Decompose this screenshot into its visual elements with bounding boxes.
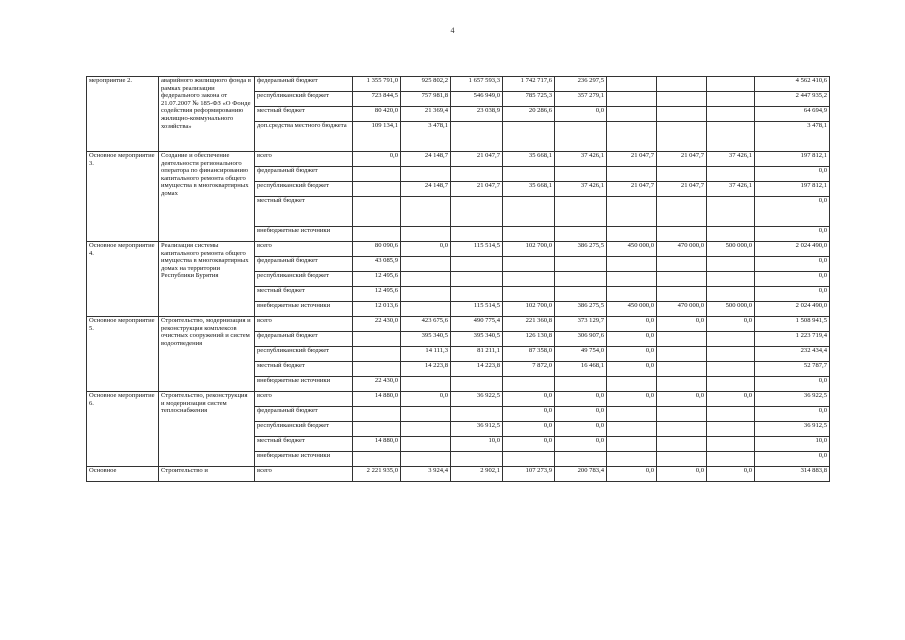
total-cell: 0,0 — [755, 272, 830, 287]
year-value-cell: 0,0 — [555, 437, 607, 452]
year-value-cell: 14 223,8 — [401, 362, 451, 377]
total-cell: 314 883,8 — [755, 467, 830, 482]
funding-source: доп.средства местного бюджета — [255, 122, 353, 152]
year-value-cell — [555, 287, 607, 302]
year-value-cell — [503, 452, 555, 467]
year-value-cell: 0,0 — [657, 392, 707, 407]
year-value-cell: 0,0 — [555, 407, 607, 422]
year-value-cell — [657, 437, 707, 452]
table-row — [87, 152, 830, 167]
year-value-cell: 925 802,2 — [401, 77, 451, 92]
year-value-cell: 115 514,5 — [451, 242, 503, 257]
year-value-cell: 35 668,1 — [503, 152, 555, 167]
funding-source: всего — [255, 242, 353, 257]
year-value-cell — [657, 197, 707, 227]
year-value-cell: 36 912,5 — [451, 422, 503, 437]
year-value-cell — [401, 437, 451, 452]
year-value-cell — [657, 227, 707, 242]
year-value-cell — [707, 407, 755, 422]
year-value-cell: 450 000,0 — [607, 302, 657, 317]
funding-source: внебюджетные источники — [255, 452, 353, 467]
year-value-cell — [657, 257, 707, 272]
year-value-cell: 43 085,9 — [353, 257, 401, 272]
year-value-cell — [353, 452, 401, 467]
year-value-cell — [707, 287, 755, 302]
funding-source: федеральный бюджет — [255, 167, 353, 182]
year-value-cell — [707, 377, 755, 392]
year-value-cell: 0,0 — [353, 152, 401, 167]
year-value-cell — [707, 362, 755, 377]
year-value-cell — [607, 422, 657, 437]
year-value-cell: 1 355 791,0 — [353, 77, 401, 92]
year-value-cell: 357 279,1 — [555, 92, 607, 107]
year-value-cell: 500 000,0 — [707, 242, 755, 257]
year-value-cell: 21 047,7 — [607, 182, 657, 197]
year-value-cell — [503, 272, 555, 287]
year-value-cell — [353, 182, 401, 197]
year-value-cell — [607, 77, 657, 92]
year-value-cell — [707, 227, 755, 242]
year-value-cell — [353, 407, 401, 422]
funding-source: внебюджетные источники — [255, 227, 353, 242]
year-value-cell — [707, 332, 755, 347]
total-cell: 197 812,1 — [755, 152, 830, 167]
year-value-cell — [657, 272, 707, 287]
year-value-cell — [451, 122, 503, 152]
year-value-cell: 757 981,8 — [401, 92, 451, 107]
funding-source: федеральный бюджет — [255, 77, 353, 92]
year-value-cell — [657, 407, 707, 422]
year-value-cell: 450 000,0 — [607, 242, 657, 257]
year-value-cell — [451, 377, 503, 392]
measure-description: Создание и обеспечение деятельности регионального оператора по финансированию капитального ремонта общего имущества в многоквартирных домах — [159, 152, 255, 242]
year-value-cell: 386 275,5 — [555, 302, 607, 317]
year-value-cell: 0,0 — [707, 317, 755, 332]
year-value-cell — [657, 362, 707, 377]
year-value-cell: 200 783,4 — [555, 467, 607, 482]
year-value-cell: 16 468,1 — [555, 362, 607, 377]
year-value-cell — [451, 452, 503, 467]
year-value-cell: 0,0 — [503, 392, 555, 407]
year-value-cell — [707, 347, 755, 362]
year-value-cell — [555, 167, 607, 182]
year-value-cell — [707, 272, 755, 287]
measure-name: Основное мероприятие 4. — [87, 242, 159, 317]
year-value-cell: 23 038,9 — [451, 107, 503, 122]
year-value-cell: 470 000,0 — [657, 302, 707, 317]
year-value-cell: 236 297,5 — [555, 77, 607, 92]
year-value-cell — [707, 257, 755, 272]
funding-source: внебюджетные источники — [255, 302, 353, 317]
year-value-cell: 0,0 — [555, 422, 607, 437]
year-value-cell: 500 000,0 — [707, 302, 755, 317]
year-value-cell: 395 340,5 — [451, 332, 503, 347]
year-value-cell — [451, 407, 503, 422]
year-value-cell: 0,0 — [555, 107, 607, 122]
measure-description: Строительство и — [159, 467, 255, 482]
year-value-cell — [451, 197, 503, 227]
year-value-cell: 3 924,4 — [401, 467, 451, 482]
year-value-cell: 1 742 717,6 — [503, 77, 555, 92]
year-value-cell: 0,0 — [401, 242, 451, 257]
year-value-cell — [607, 257, 657, 272]
year-value-cell: 87 358,0 — [503, 347, 555, 362]
year-value-cell — [401, 302, 451, 317]
total-cell: 4 562 410,6 — [755, 77, 830, 92]
year-value-cell: 0,0 — [607, 392, 657, 407]
year-value-cell: 0,0 — [401, 392, 451, 407]
year-value-cell — [657, 77, 707, 92]
funding-source: всего — [255, 152, 353, 167]
year-value-cell: 14 223,8 — [451, 362, 503, 377]
measure-description: Строительство, модернизация и реконструкция комплексов очистных сооружений и систем водоотведения — [159, 317, 255, 392]
year-value-cell — [353, 332, 401, 347]
funding-source: местный бюджет — [255, 437, 353, 452]
year-value-cell: 102 700,0 — [503, 302, 555, 317]
year-value-cell — [607, 272, 657, 287]
funding-source: внебюджетные источники — [255, 377, 353, 392]
year-value-cell: 37 426,1 — [555, 152, 607, 167]
total-cell: 2 447 935,2 — [755, 92, 830, 107]
year-value-cell: 0,0 — [503, 422, 555, 437]
year-value-cell — [401, 167, 451, 182]
year-value-cell — [353, 362, 401, 377]
funding-source: республиканский бюджет — [255, 272, 353, 287]
funding-source: всего — [255, 317, 353, 332]
funding-source: местный бюджет — [255, 287, 353, 302]
year-value-cell: 546 949,0 — [451, 92, 503, 107]
year-value-cell — [353, 197, 401, 227]
total-cell: 0,0 — [755, 197, 830, 227]
year-value-cell: 21 369,4 — [401, 107, 451, 122]
year-value-cell — [451, 167, 503, 182]
total-cell: 2 024 490,0 — [755, 302, 830, 317]
year-value-cell — [451, 272, 503, 287]
year-value-cell — [657, 452, 707, 467]
year-value-cell — [555, 452, 607, 467]
year-value-cell — [607, 122, 657, 152]
total-cell: 64 694,9 — [755, 107, 830, 122]
year-value-cell: 0,0 — [503, 437, 555, 452]
funding-source: федеральный бюджет — [255, 257, 353, 272]
total-cell: 10,0 — [755, 437, 830, 452]
year-value-cell: 22 430,0 — [353, 317, 401, 332]
year-value-cell — [401, 272, 451, 287]
year-value-cell — [657, 377, 707, 392]
year-value-cell: 0,0 — [707, 392, 755, 407]
year-value-cell — [353, 227, 401, 242]
year-value-cell: 0,0 — [657, 317, 707, 332]
year-value-cell — [707, 452, 755, 467]
measure-name: мероприятие 2. — [87, 77, 159, 152]
year-value-cell: 386 275,5 — [555, 242, 607, 257]
year-value-cell — [503, 377, 555, 392]
year-value-cell — [401, 287, 451, 302]
year-value-cell: 423 675,6 — [401, 317, 451, 332]
year-value-cell — [451, 257, 503, 272]
year-value-cell: 3 478,1 — [401, 122, 451, 152]
year-value-cell — [503, 287, 555, 302]
year-value-cell — [401, 257, 451, 272]
year-value-cell — [555, 257, 607, 272]
year-value-cell: 14 111,3 — [401, 347, 451, 362]
year-value-cell — [353, 167, 401, 182]
year-value-cell: 80 420,0 — [353, 107, 401, 122]
year-value-cell — [657, 347, 707, 362]
year-value-cell: 21 047,7 — [657, 152, 707, 167]
year-value-cell: 1 657 593,3 — [451, 77, 503, 92]
total-cell: 0,0 — [755, 257, 830, 272]
year-value-cell — [607, 107, 657, 122]
total-cell: 52 787,7 — [755, 362, 830, 377]
year-value-cell — [555, 227, 607, 242]
year-value-cell — [607, 407, 657, 422]
total-cell: 2 024 490,0 — [755, 242, 830, 257]
year-value-cell — [707, 437, 755, 452]
year-value-cell — [657, 332, 707, 347]
year-value-cell — [503, 227, 555, 242]
year-value-cell — [657, 422, 707, 437]
year-value-cell — [707, 122, 755, 152]
year-value-cell: 10,0 — [451, 437, 503, 452]
year-value-cell: 0,0 — [607, 467, 657, 482]
funding-source: местный бюджет — [255, 362, 353, 377]
year-value-cell — [607, 92, 657, 107]
year-value-cell: 0,0 — [607, 362, 657, 377]
year-value-cell: 24 148,7 — [401, 152, 451, 167]
year-value-cell — [707, 107, 755, 122]
total-cell: 0,0 — [755, 407, 830, 422]
year-value-cell: 115 514,5 — [451, 302, 503, 317]
year-value-cell: 306 907,6 — [555, 332, 607, 347]
measure-name: Основное — [87, 467, 159, 482]
year-value-cell — [707, 167, 755, 182]
year-value-cell: 2 221 935,0 — [353, 467, 401, 482]
measure-description: Реализация системы капитального ремонта общего имущества в многоквартирных домах на территории Республики Бурятия — [159, 242, 255, 317]
year-value-cell: 785 725,3 — [503, 92, 555, 107]
year-value-cell: 2 902,1 — [451, 467, 503, 482]
year-value-cell: 35 668,1 — [503, 182, 555, 197]
table-row — [87, 242, 830, 257]
total-cell: 1 508 941,5 — [755, 317, 830, 332]
year-value-cell: 14 880,0 — [353, 392, 401, 407]
year-value-cell: 24 148,7 — [401, 182, 451, 197]
year-value-cell — [503, 197, 555, 227]
year-value-cell: 395 340,5 — [401, 332, 451, 347]
year-value-cell — [451, 227, 503, 242]
funding-source: всего — [255, 392, 353, 407]
year-value-cell: 0,0 — [657, 467, 707, 482]
year-value-cell — [607, 437, 657, 452]
total-cell: 232 434,4 — [755, 347, 830, 362]
year-value-cell: 12 495,6 — [353, 272, 401, 287]
year-value-cell: 22 430,0 — [353, 377, 401, 392]
year-value-cell: 49 754,0 — [555, 347, 607, 362]
measure-name: Основное мероприятие 5. — [87, 317, 159, 392]
funding-source: местный бюджет — [255, 107, 353, 122]
year-value-cell — [401, 407, 451, 422]
table-row — [87, 77, 830, 92]
year-value-cell — [555, 272, 607, 287]
funding-source: республиканский бюджет — [255, 92, 353, 107]
year-value-cell — [555, 197, 607, 227]
table-row — [87, 317, 830, 332]
year-value-cell: 109 134,1 — [353, 122, 401, 152]
funding-source: республиканский бюджет — [255, 182, 353, 197]
year-value-cell — [607, 452, 657, 467]
year-value-cell: 14 880,0 — [353, 437, 401, 452]
year-value-cell: 126 130,8 — [503, 332, 555, 347]
year-value-cell: 0,0 — [707, 467, 755, 482]
year-value-cell: 0,0 — [503, 407, 555, 422]
year-value-cell — [607, 287, 657, 302]
table-row — [87, 392, 830, 407]
total-cell: 1 223 719,4 — [755, 332, 830, 347]
year-value-cell — [657, 167, 707, 182]
measure-description: Строительство, реконструкция и модернизация систем теплоснабжения — [159, 392, 255, 467]
measure-description: аварийного жилищного фонда в рамках реализации федерального закона от 21.07.2007 № 185-ФЗ «О Фонде содействия реформированию жилищно-коммунального хозяйства» — [159, 77, 255, 152]
funding-source: федеральный бюджет — [255, 332, 353, 347]
total-cell: 3 478,1 — [755, 122, 830, 152]
year-value-cell: 37 426,1 — [707, 152, 755, 167]
year-value-cell — [657, 122, 707, 152]
year-value-cell — [401, 422, 451, 437]
year-value-cell — [657, 92, 707, 107]
year-value-cell: 21 047,7 — [607, 152, 657, 167]
year-value-cell: 21 047,7 — [451, 152, 503, 167]
total-cell: 0,0 — [755, 377, 830, 392]
year-value-cell — [607, 167, 657, 182]
year-value-cell: 12 495,6 — [353, 287, 401, 302]
total-cell: 36 912,5 — [755, 422, 830, 437]
year-value-cell: 0,0 — [607, 332, 657, 347]
total-cell: 197 812,1 — [755, 182, 830, 197]
funding-source: федеральный бюджет — [255, 407, 353, 422]
year-value-cell — [607, 377, 657, 392]
total-cell: 0,0 — [755, 287, 830, 302]
measure-name: Основное мероприятие 6. — [87, 392, 159, 467]
year-value-cell: 373 129,7 — [555, 317, 607, 332]
year-value-cell — [555, 122, 607, 152]
year-value-cell — [503, 167, 555, 182]
year-value-cell — [707, 77, 755, 92]
year-value-cell — [503, 122, 555, 152]
year-value-cell: 20 286,6 — [503, 107, 555, 122]
table-row — [87, 467, 830, 482]
year-value-cell: 107 273,9 — [503, 467, 555, 482]
year-value-cell — [353, 422, 401, 437]
year-value-cell: 0,0 — [555, 392, 607, 407]
year-value-cell: 7 872,0 — [503, 362, 555, 377]
year-value-cell — [707, 422, 755, 437]
total-cell: 0,0 — [755, 452, 830, 467]
budget-table — [86, 76, 830, 482]
year-value-cell — [707, 92, 755, 107]
year-value-cell — [657, 107, 707, 122]
year-value-cell: 0,0 — [607, 347, 657, 362]
measure-name: Основное мероприятие 3. — [87, 152, 159, 242]
year-value-cell: 0,0 — [607, 317, 657, 332]
year-value-cell: 723 844,5 — [353, 92, 401, 107]
year-value-cell: 102 700,0 — [503, 242, 555, 257]
year-value-cell — [353, 347, 401, 362]
year-value-cell — [607, 227, 657, 242]
year-value-cell: 21 047,7 — [451, 182, 503, 197]
page-number: 4 — [450, 26, 455, 35]
year-value-cell: 81 211,1 — [451, 347, 503, 362]
funding-source: местный бюджет — [255, 197, 353, 227]
year-value-cell — [401, 452, 451, 467]
year-value-cell — [401, 377, 451, 392]
funding-source: республиканский бюджет — [255, 347, 353, 362]
year-value-cell: 80 090,6 — [353, 242, 401, 257]
year-value-cell — [555, 377, 607, 392]
year-value-cell: 36 922,5 — [451, 392, 503, 407]
year-value-cell — [503, 257, 555, 272]
year-value-cell — [451, 287, 503, 302]
year-value-cell — [401, 197, 451, 227]
year-value-cell — [607, 197, 657, 227]
total-cell: 0,0 — [755, 167, 830, 182]
year-value-cell: 470 000,0 — [657, 242, 707, 257]
funding-source: всего — [255, 467, 353, 482]
funding-source: республиканский бюджет — [255, 422, 353, 437]
year-value-cell: 221 360,8 — [503, 317, 555, 332]
year-value-cell — [657, 287, 707, 302]
total-cell: 0,0 — [755, 227, 830, 242]
year-value-cell — [707, 197, 755, 227]
year-value-cell — [401, 227, 451, 242]
year-value-cell: 12 013,6 — [353, 302, 401, 317]
total-cell: 36 922,5 — [755, 392, 830, 407]
year-value-cell: 490 775,4 — [451, 317, 503, 332]
year-value-cell: 37 426,1 — [707, 182, 755, 197]
year-value-cell: 21 047,7 — [657, 182, 707, 197]
year-value-cell: 37 426,1 — [555, 182, 607, 197]
